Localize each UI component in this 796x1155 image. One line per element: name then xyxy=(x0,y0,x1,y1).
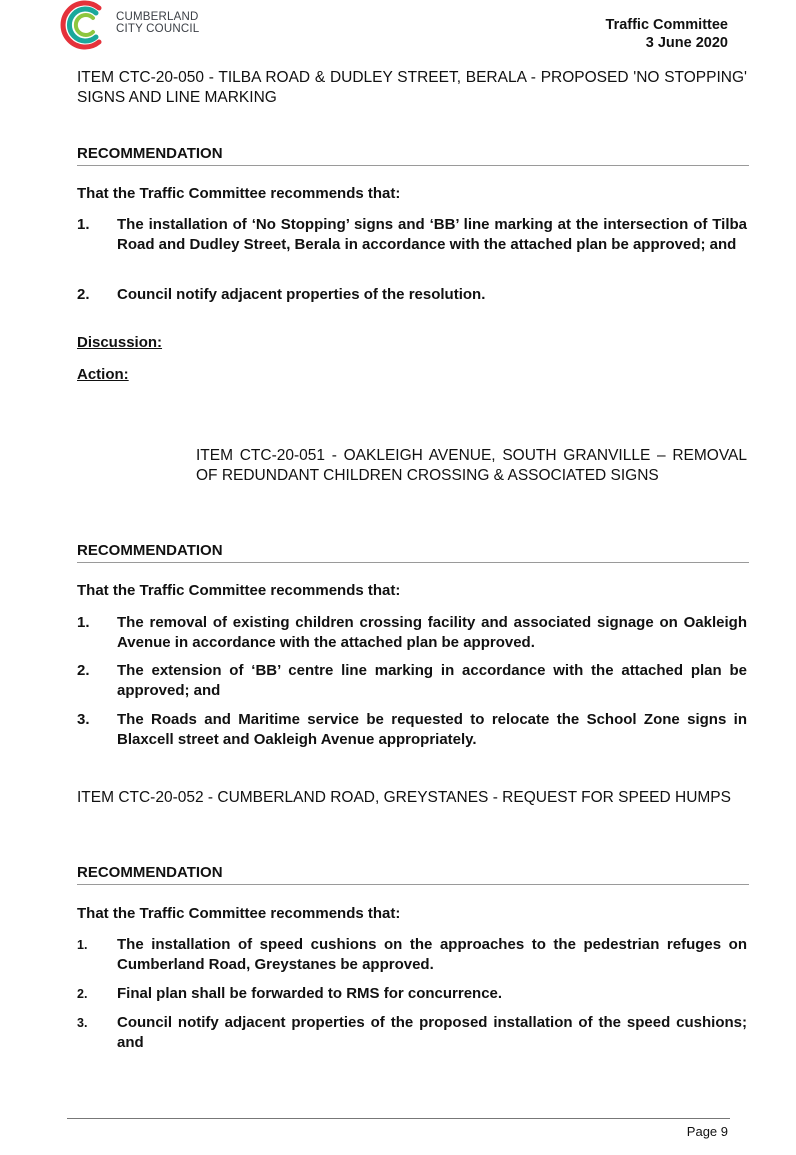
list-text: The extension of ‘BB’ centre line marking in accordance with the attached plan be approved; and xyxy=(117,662,747,699)
footer-divider xyxy=(67,1118,730,1119)
list-item xyxy=(77,710,747,750)
discussion-label: Discussion: xyxy=(77,334,163,351)
committee-name: Traffic Committee xyxy=(605,17,728,33)
page-number: Page 9 xyxy=(686,1124,728,1139)
item-title: ITEM CTC-20-052 - CUMBERLAND ROAD, GREYSTANES - REQUEST FOR SPEED HUMPS xyxy=(77,789,731,806)
logo-line-2: CITY COUNCIL xyxy=(116,23,200,35)
list-text: Council notify adjacent properties of the proposed installation of the speed cushions; and xyxy=(117,1014,747,1051)
recommendation-intro: That the Traffic Committee recommends that: xyxy=(77,905,401,922)
action-label: Action: xyxy=(77,366,129,383)
list-number: 1. xyxy=(77,614,90,631)
list-item xyxy=(77,613,747,653)
recommendation-intro: That the Traffic Committee recommends that: xyxy=(77,582,401,599)
item-title: ITEM CTC-20-051 - OAKLEIGH AVENUE, SOUTH GRANVILLE – REMOVAL OF REDUNDANT CHILDREN CROSSING & ASSOCIATED SIGNS xyxy=(196,447,747,484)
list-text: Final plan shall be forwarded to RMS for concurrence. xyxy=(117,985,503,1002)
recommendation-heading: RECOMMENDATION xyxy=(77,145,749,166)
recommendation-heading: RECOMMENDATION xyxy=(77,542,749,563)
recommendation-heading: RECOMMENDATION xyxy=(77,864,749,885)
list-item xyxy=(77,1013,747,1053)
item-title: ITEM CTC-20-050 - TILBA ROAD & DUDLEY STREET, BERALA - PROPOSED 'NO STOPPING' SIGNS AND LINE MARKING xyxy=(77,69,747,106)
list-number: 2. xyxy=(77,662,90,679)
recommendation-intro: That the Traffic Committee recommends that: xyxy=(77,185,401,202)
council-logo-icon xyxy=(56,0,114,54)
council-logo xyxy=(56,0,226,56)
list-number: 2. xyxy=(77,286,90,303)
logo-line-1: CUMBERLAND xyxy=(116,11,199,23)
list-item xyxy=(77,935,747,975)
list-item xyxy=(77,661,747,701)
list-number: 1. xyxy=(77,216,90,233)
list-item xyxy=(77,285,747,305)
header-meta xyxy=(606,16,728,52)
list-text: The installation of ‘No Stopping’ signs and ‘BB’ line marking at the intersection of Tilba Road and Dudley Street, Berala in accordance with the attached plan be approved; and xyxy=(117,216,747,253)
list-text: The installation of speed cushions on the approaches to the pedestrian refuges on Cumberland Road, Greystanes be approved. xyxy=(117,936,747,973)
list-number: 2. xyxy=(77,987,88,1001)
list-text: The removal of existing children crossing facility and associated signage on Oakleigh Avenue in accordance with the attached plan be approved. xyxy=(117,614,747,651)
list-text: The Roads and Maritime service be requested to relocate the School Zone signs in Blaxcell street and Oakleigh Avenue appropriately. xyxy=(117,711,747,748)
list-item xyxy=(77,984,747,1004)
list-text: Council notify adjacent properties of the resolution. xyxy=(117,286,486,303)
meeting-date: 3 June 2020 xyxy=(645,35,728,51)
list-number: 1. xyxy=(77,938,88,952)
list-number: 3. xyxy=(77,711,90,728)
list-number: 3. xyxy=(77,1016,88,1030)
logo-wordmark xyxy=(116,11,199,35)
list-item xyxy=(77,215,747,255)
